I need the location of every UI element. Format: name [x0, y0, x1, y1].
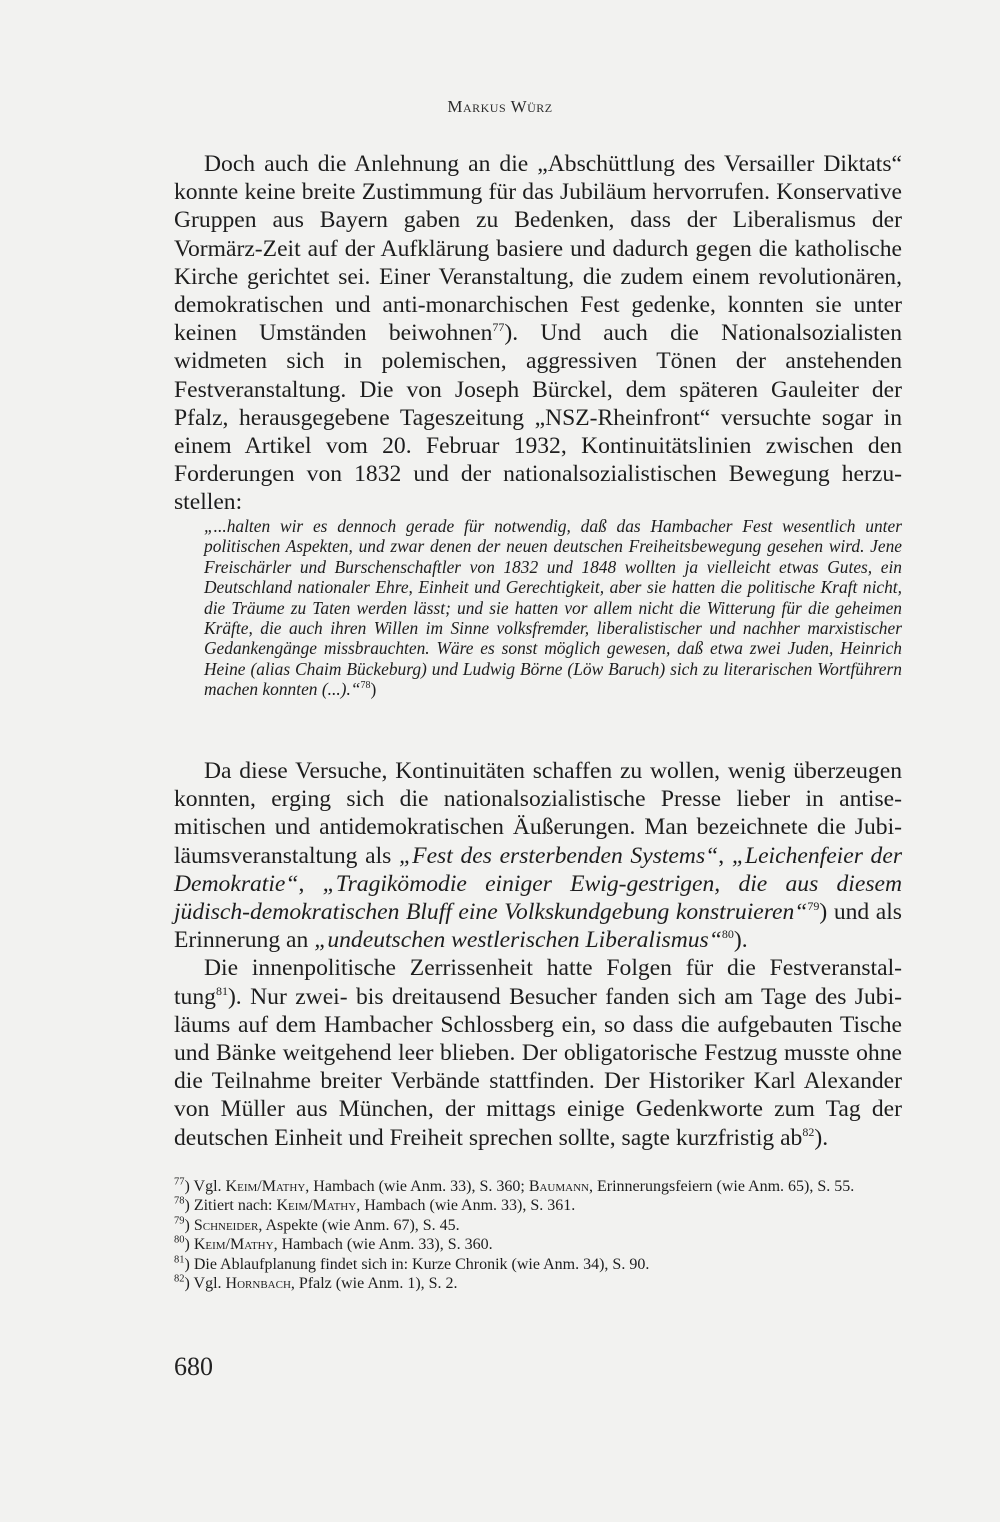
footnote-text: ) Die Ablaufplanung findet sich in: Kurze Chronik (wie Anm. 34), S. 90.	[184, 1255, 650, 1273]
author-name: Keim/Mathy	[276, 1197, 357, 1215]
inline-quote: „undeutschen westlerischen Liberalismus“	[314, 927, 722, 954]
footnote-number: 81	[174, 1254, 185, 1266]
paragraph-text: Doch auch die Anlehnung an die „Abschüttlung des Versailler Diktats“ konnte keine breite Zustimmung für das Jubiläum hervorrufen. Konservative Gruppen aus Bayern gaben zu Bedenken, dass der Liberalismus der Vormärz-Zeit auf der Aufklärung basiere und dadurch gegen die katholische Kirche gerichtet sei. Einer Veranstaltung, die zudem einem revolutionären, demokratischen und anti-monarchischen Fest gedenke, konnten sie unter keinen Umständen beiwohnen	[174, 151, 902, 347]
block-quote	[204, 516, 902, 700]
footnote-text: ) Zitiert nach:	[184, 1197, 277, 1215]
paragraph-text: Die innenpolitische Zerrissenheit hatte Folgen für die Festveranstaltung	[174, 955, 902, 1010]
footnote-ref: 80	[721, 927, 734, 942]
footnote	[174, 1196, 902, 1215]
footnote	[174, 1274, 902, 1293]
author-name: Keim/Mathy	[225, 1178, 306, 1195]
footnote-text: ) Vgl.	[184, 1275, 226, 1293]
footnote	[174, 1177, 902, 1196]
footnote-text: )	[184, 1236, 194, 1254]
footnote-ref: 77	[492, 320, 505, 335]
paragraph-text: ) und als Erinnerung an	[174, 899, 902, 954]
footnote-text: , Hambach (wie Anm. 33), S. 361.	[356, 1197, 576, 1215]
footnote-ref: 78	[360, 680, 371, 692]
paragraph-text: ). Und auch die Nationalsozialisten widmeten sich in polemischen, aggressiven Tönen der anstehenden Festveranstaltung. Die von Joseph Bürckel, dem späteren Gauleiter der Pfalz, herausgegebene Tageszeitung „NSZ-Rheinfront“ versuchte sogar in einem Artikel vom 20. Februar 1932, Kontinuitätslinien zwischen den Forderungen von 1832 und der nationalsozialistischen Bewegung herzustellen:	[174, 320, 902, 516]
paragraph	[174, 757, 902, 954]
footnotes	[174, 1177, 902, 1293]
quote-close: )	[370, 679, 377, 700]
footnote-text: , Pfalz (wie Anm. 1), S. 2.	[290, 1275, 458, 1293]
footnote-number: 80	[174, 1234, 185, 1246]
paragraph-text: ).	[733, 927, 748, 954]
running-head: Markus Würz	[447, 97, 553, 116]
footnote-number: 78	[174, 1196, 185, 1208]
footnote-text: , Hambach (wie Anm. 33), S. 360.	[273, 1236, 493, 1254]
footnote-number: 77	[174, 1176, 185, 1188]
footnote-ref: 82	[802, 1124, 815, 1139]
footnote-number: 79	[174, 1215, 185, 1227]
quote-text: „...halten wir es dennoch gerade für notwendig, daß das Hambacher Fest wesentlich unter politischen Aspekten, und zwar denen der neuen deutschen Freiheitsbewegung gesehen wird. Jene Freischärler und Burschenschaftler von 1832 und 1848 wollten ja vielleicht etwas Gutes, ein Deutschland nationaler Ehre, Einheit und Gerechtigkeit, aber sie hatten die politische Kraft nicht, die Träume zu Taten werden lässt; und sie hatten vor allem nicht die Witterung für die geheimen Kräfte, die auch ihren Willen im Sinne volksfremder, liberalistischer und nachher marxistischer Gedankengänge missbrauchten. Wäre es sonst möglich gewesen, daß etwa zwei Juden, Heinrich Heine (alias Chaim Bückeburg) und Ludwig Börne (Löw Baruch) sich zu literarischen Wortführern machen konnten (...).“	[204, 516, 902, 700]
body-paragraphs-2	[174, 757, 902, 1152]
author-name: Schneider	[193, 1216, 259, 1234]
paragraph	[174, 954, 902, 1151]
paragraph-text: ). Nur zwei- bis dreitausend Besucher fanden sich am Tage des Jubiläums auf dem Hambacher Schlossberg ein, so dass die aufgebauten Tische und Bänke weitgehend leer blieben. Der obligatorische Festzug musste ohne die Teilnahme breiter Verbände stattfinden. Der Historiker Karl Alexander von Müller aus München, der mittags einige Gedenkworte zum Tag der deutschen Einheit und Freiheit sprechen sollte, sagte kurzfristig ab	[174, 983, 902, 1151]
page-number: 680	[174, 1352, 213, 1381]
inline-quote: „Fest des ersterbenden Systems“	[399, 842, 719, 869]
footnote	[174, 1216, 902, 1235]
author-name: Keim/Mathy	[193, 1236, 274, 1254]
footnote-number: 82	[174, 1273, 185, 1285]
footnote-ref: 81	[215, 983, 228, 998]
footnote	[174, 1255, 902, 1274]
author-name: Hornbach	[225, 1275, 291, 1293]
footnote-text: , Hambach (wie Anm. 33), S. 360;	[305, 1178, 529, 1195]
footnote-ref: 79	[807, 899, 820, 914]
paragraph	[174, 150, 902, 517]
paragraph-text: Da diese Versuche, Kontinuitäten schaffen zu wollen, wenig überzeugen konnten, erging sich die nationalsozialistische Presse lieber in antisemitischen und antidemokratischen Äußerungen. Man bezeichnete die Jubiläumsveranstaltung als	[174, 758, 902, 869]
footnote-text: , Erinnerungsfeiern (wie Anm. 65), S. 55.	[588, 1178, 855, 1195]
paragraph-text: ,	[298, 870, 323, 897]
footnote-text: )	[184, 1216, 194, 1234]
inline-quote: „Tragikömodie einiger Ewig-gestrigen, die aus diesem jüdisch-demokratischen Bluff eine Volkskundgebung konstruieren“	[174, 870, 903, 926]
inline-quote: „Leichenfeier der Demokratie“	[174, 842, 902, 897]
author-name: Baumann	[528, 1178, 589, 1195]
body-paragraph-1	[174, 150, 902, 517]
footnote	[174, 1235, 902, 1254]
footnote-text: ) Vgl.	[184, 1178, 226, 1195]
paragraph-text: ).	[814, 1124, 829, 1151]
paragraph-text: ,	[718, 842, 732, 869]
footnote-text: , Aspekte (wie Anm. 67), S. 45.	[258, 1216, 460, 1234]
